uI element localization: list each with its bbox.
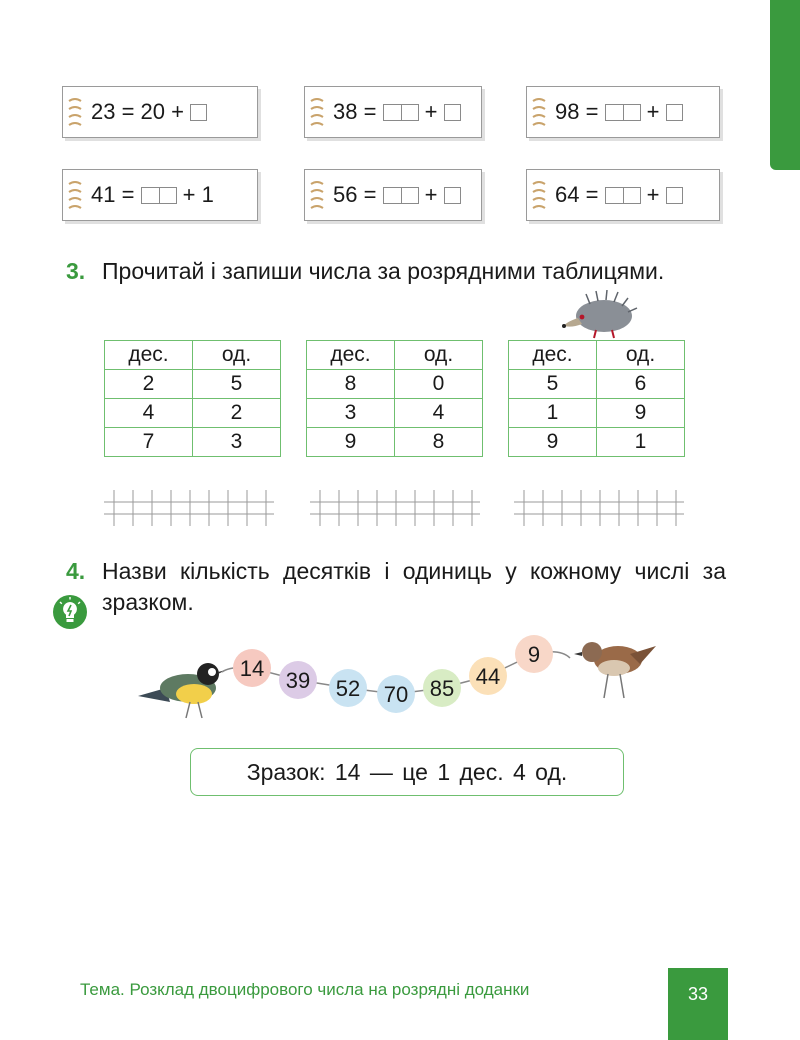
expression — [91, 182, 214, 208]
cell-tens: 8 — [307, 370, 395, 399]
bead-number: 44 — [475, 664, 501, 689]
expression-card — [62, 86, 258, 138]
cell-units: 6 — [597, 370, 685, 399]
header-units: од. — [193, 341, 281, 370]
header-tens: дес. — [307, 341, 395, 370]
place-value-table — [508, 340, 685, 457]
task-text: Назви кількість десятків і одиниць у кожному числі за зразком. — [102, 558, 726, 615]
expression — [555, 182, 683, 208]
spiral-binding-icon — [531, 95, 547, 131]
page-number: 33 — [668, 968, 728, 1040]
answer-box-double[interactable] — [141, 187, 177, 204]
expression-text: + — [418, 99, 444, 124]
cell-units: 0 — [395, 370, 483, 399]
task-number: 4. — [66, 558, 86, 584]
answer-box-double[interactable] — [605, 187, 641, 204]
cell-tens: 3 — [307, 399, 395, 428]
spiral-binding-icon — [67, 178, 83, 214]
expression-text: 64 = — [555, 182, 605, 207]
expression-text: 23 = 20 + — [91, 99, 191, 124]
spiral-binding-icon — [309, 178, 325, 214]
place-value-table — [104, 340, 281, 457]
answer-box-double[interactable] — [383, 187, 419, 204]
answer-box-single[interactable] — [666, 187, 683, 204]
bead-number: 70 — [383, 682, 409, 707]
sparrow-bird-icon — [574, 642, 656, 698]
cell-tens: 9 — [307, 428, 395, 457]
cell-tens: 5 — [509, 370, 597, 399]
task-4 — [66, 556, 726, 618]
answer-box-single[interactable] — [444, 104, 461, 121]
task-3 — [66, 256, 726, 287]
expression — [91, 99, 207, 125]
cell-units: 8 — [395, 428, 483, 457]
header-units: од. — [395, 341, 483, 370]
cell-units: 9 — [597, 399, 685, 428]
task-text: Прочитай і запиши числа за розрядними таблицями. — [102, 258, 665, 284]
expression — [555, 99, 683, 125]
expression-text: + — [418, 182, 444, 207]
spiral-binding-icon — [309, 95, 325, 131]
writing-grid — [514, 490, 684, 526]
hedgehog-icon — [560, 290, 640, 340]
expression-text: + — [640, 99, 666, 124]
place-value-table — [306, 340, 483, 457]
cell-tens: 4 — [105, 399, 193, 428]
expression-text: 98 = — [555, 99, 605, 124]
chapter-tab — [770, 0, 800, 170]
header-units: од. — [597, 341, 685, 370]
spiral-binding-icon — [67, 95, 83, 131]
answer-box-single[interactable] — [444, 187, 461, 204]
cell-units: 3 — [193, 428, 281, 457]
lightbulb-icon — [52, 594, 88, 630]
bead-number: 85 — [429, 676, 455, 701]
cell-units: 1 — [597, 428, 685, 457]
topic-footer: Тема. Розклад двоцифрового числа на розрядні доданки — [80, 980, 530, 999]
answer-box-double[interactable] — [383, 104, 419, 121]
expression — [333, 182, 461, 208]
bead-number: 52 — [335, 676, 361, 701]
spiral-binding-icon — [531, 178, 547, 214]
expression-card — [304, 169, 482, 221]
expression-card — [526, 169, 720, 221]
expression-text: + 1 — [176, 182, 214, 207]
expression-text: 38 = — [333, 99, 383, 124]
expression-card — [304, 86, 482, 138]
task-number: 3. — [66, 258, 86, 284]
expression-card — [526, 86, 720, 138]
cell-tens: 9 — [509, 428, 597, 457]
writing-grid — [310, 490, 480, 526]
cell-units: 5 — [193, 370, 281, 399]
expression-card — [62, 169, 258, 221]
expression-text: + — [640, 182, 666, 207]
writing-grid — [104, 490, 274, 526]
bead-number: 39 — [285, 668, 311, 693]
expression — [333, 99, 461, 125]
cell-units: 2 — [193, 399, 281, 428]
cell-tens: 7 — [105, 428, 193, 457]
header-tens: дес. — [509, 341, 597, 370]
bead-number: 14 — [239, 656, 265, 681]
cell-tens: 1 — [509, 399, 597, 428]
bead-number: 9 — [527, 642, 541, 667]
answer-box-double[interactable] — [605, 104, 641, 121]
sample-box: Зразок: 14 — це 1 дес. 4 од. — [190, 748, 624, 796]
titmouse-bird-icon — [138, 663, 226, 718]
answer-box-single[interactable] — [190, 104, 207, 121]
cell-tens: 2 — [105, 370, 193, 399]
expression-text: 41 = — [91, 182, 141, 207]
cell-units: 4 — [395, 399, 483, 428]
header-tens: дес. — [105, 341, 193, 370]
number-beads — [130, 630, 660, 740]
answer-box-single[interactable] — [666, 104, 683, 121]
expression-text: 56 = — [333, 182, 383, 207]
